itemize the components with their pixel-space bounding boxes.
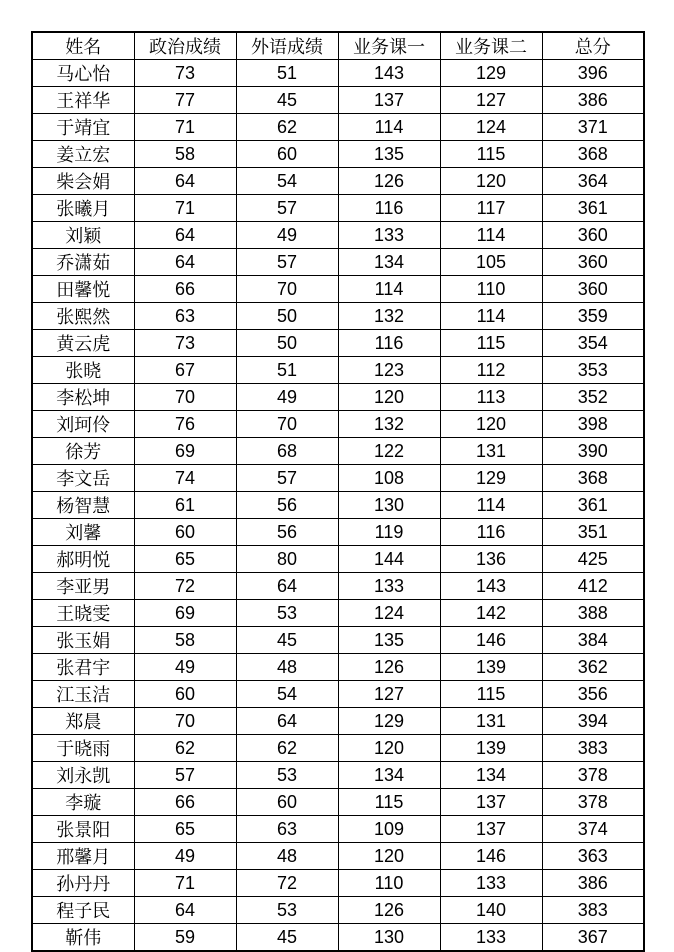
foreign-language-score-cell: 68 xyxy=(236,438,338,465)
name-cell: 张玉娟 xyxy=(32,627,134,654)
major-1-score-cell: 134 xyxy=(338,249,440,276)
name-cell: 田馨悦 xyxy=(32,276,134,303)
foreign-language-score-cell: 64 xyxy=(236,708,338,735)
major-2-score-cell: 124 xyxy=(440,114,542,141)
header-major-1: 业务课一 xyxy=(338,32,440,60)
total-score-cell: 412 xyxy=(542,573,644,600)
name-cell: 程子民 xyxy=(32,897,134,924)
name-cell: 靳伟 xyxy=(32,924,134,952)
major-2-score-cell: 137 xyxy=(440,789,542,816)
politics-score-cell: 67 xyxy=(134,357,236,384)
foreign-language-score-cell: 62 xyxy=(236,114,338,141)
politics-score-cell: 66 xyxy=(134,276,236,303)
name-cell: 郝明悦 xyxy=(32,546,134,573)
table-row xyxy=(32,465,644,492)
foreign-language-score-cell: 45 xyxy=(236,627,338,654)
politics-score-cell: 60 xyxy=(134,519,236,546)
foreign-language-score-cell: 45 xyxy=(236,87,338,114)
total-score-cell: 386 xyxy=(542,87,644,114)
total-score-cell: 368 xyxy=(542,465,644,492)
politics-score-cell: 65 xyxy=(134,816,236,843)
table-row xyxy=(32,816,644,843)
major-1-score-cell: 135 xyxy=(338,141,440,168)
table-row xyxy=(32,438,644,465)
name-cell: 刘颖 xyxy=(32,222,134,249)
major-1-score-cell: 116 xyxy=(338,330,440,357)
politics-score-cell: 71 xyxy=(134,870,236,897)
total-score-cell: 351 xyxy=(542,519,644,546)
major-1-score-cell: 119 xyxy=(338,519,440,546)
politics-score-cell: 64 xyxy=(134,222,236,249)
header-total: 总分 xyxy=(542,32,644,60)
total-score-cell: 360 xyxy=(542,249,644,276)
major-1-score-cell: 143 xyxy=(338,60,440,87)
foreign-language-score-cell: 48 xyxy=(236,654,338,681)
total-score-cell: 374 xyxy=(542,816,644,843)
foreign-language-score-cell: 45 xyxy=(236,924,338,952)
table-body xyxy=(32,60,644,952)
name-cell: 刘珂伶 xyxy=(32,411,134,438)
foreign-language-score-cell: 70 xyxy=(236,411,338,438)
total-score-cell: 352 xyxy=(542,384,644,411)
name-cell: 刘馨 xyxy=(32,519,134,546)
table-row xyxy=(32,789,644,816)
major-2-score-cell: 131 xyxy=(440,708,542,735)
foreign-language-score-cell: 53 xyxy=(236,600,338,627)
name-cell: 张曦月 xyxy=(32,195,134,222)
foreign-language-score-cell: 57 xyxy=(236,249,338,276)
name-cell: 张君宇 xyxy=(32,654,134,681)
major-2-score-cell: 110 xyxy=(440,276,542,303)
total-score-cell: 371 xyxy=(542,114,644,141)
total-score-cell: 383 xyxy=(542,897,644,924)
politics-score-cell: 59 xyxy=(134,924,236,952)
foreign-language-score-cell: 48 xyxy=(236,843,338,870)
table-row xyxy=(32,195,644,222)
name-cell: 李松坤 xyxy=(32,384,134,411)
table-row xyxy=(32,627,644,654)
foreign-language-score-cell: 50 xyxy=(236,330,338,357)
major-2-score-cell: 129 xyxy=(440,465,542,492)
total-score-cell: 386 xyxy=(542,870,644,897)
politics-score-cell: 72 xyxy=(134,573,236,600)
politics-score-cell: 74 xyxy=(134,465,236,492)
total-score-cell: 378 xyxy=(542,789,644,816)
foreign-language-score-cell: 56 xyxy=(236,519,338,546)
major-2-score-cell: 137 xyxy=(440,816,542,843)
foreign-language-score-cell: 49 xyxy=(236,384,338,411)
major-2-score-cell: 142 xyxy=(440,600,542,627)
foreign-language-score-cell: 64 xyxy=(236,573,338,600)
header-major-2: 业务课二 xyxy=(440,32,542,60)
total-score-cell: 378 xyxy=(542,762,644,789)
table-row xyxy=(32,303,644,330)
major-2-score-cell: 114 xyxy=(440,222,542,249)
politics-score-cell: 73 xyxy=(134,60,236,87)
politics-score-cell: 69 xyxy=(134,438,236,465)
major-2-score-cell: 139 xyxy=(440,654,542,681)
politics-score-cell: 49 xyxy=(134,654,236,681)
table-row xyxy=(32,708,644,735)
foreign-language-score-cell: 57 xyxy=(236,465,338,492)
total-score-cell: 394 xyxy=(542,708,644,735)
table-row xyxy=(32,168,644,195)
politics-score-cell: 60 xyxy=(134,681,236,708)
total-score-cell: 361 xyxy=(542,195,644,222)
name-cell: 黄云虎 xyxy=(32,330,134,357)
major-2-score-cell: 120 xyxy=(440,168,542,195)
table-row xyxy=(32,897,644,924)
table-row xyxy=(32,546,644,573)
header-name: 姓名 xyxy=(32,32,134,60)
major-1-score-cell: 122 xyxy=(338,438,440,465)
total-score-cell: 356 xyxy=(542,681,644,708)
major-2-score-cell: 139 xyxy=(440,735,542,762)
total-score-cell: 353 xyxy=(542,357,644,384)
foreign-language-score-cell: 54 xyxy=(236,681,338,708)
name-cell: 柴会娟 xyxy=(32,168,134,195)
major-2-score-cell: 133 xyxy=(440,870,542,897)
major-1-score-cell: 126 xyxy=(338,897,440,924)
total-score-cell: 383 xyxy=(542,735,644,762)
major-2-score-cell: 114 xyxy=(440,492,542,519)
foreign-language-score-cell: 50 xyxy=(236,303,338,330)
name-cell: 杨智慧 xyxy=(32,492,134,519)
major-1-score-cell: 120 xyxy=(338,384,440,411)
table-row xyxy=(32,114,644,141)
major-1-score-cell: 114 xyxy=(338,114,440,141)
table-row xyxy=(32,654,644,681)
name-cell: 马心怡 xyxy=(32,60,134,87)
table-row xyxy=(32,411,644,438)
name-cell: 孙丹丹 xyxy=(32,870,134,897)
total-score-cell: 368 xyxy=(542,141,644,168)
total-score-cell: 363 xyxy=(542,843,644,870)
total-score-cell: 384 xyxy=(542,627,644,654)
table-row xyxy=(32,141,644,168)
major-1-score-cell: 130 xyxy=(338,924,440,952)
politics-score-cell: 64 xyxy=(134,897,236,924)
foreign-language-score-cell: 80 xyxy=(236,546,338,573)
foreign-language-score-cell: 49 xyxy=(236,222,338,249)
major-1-score-cell: 110 xyxy=(338,870,440,897)
major-1-score-cell: 144 xyxy=(338,546,440,573)
major-2-score-cell: 120 xyxy=(440,411,542,438)
header-foreign-language: 外语成绩 xyxy=(236,32,338,60)
table-row xyxy=(32,762,644,789)
foreign-language-score-cell: 53 xyxy=(236,762,338,789)
major-2-score-cell: 114 xyxy=(440,303,542,330)
major-2-score-cell: 117 xyxy=(440,195,542,222)
table-row xyxy=(32,519,644,546)
major-1-score-cell: 124 xyxy=(338,600,440,627)
name-cell: 张晓 xyxy=(32,357,134,384)
foreign-language-score-cell: 56 xyxy=(236,492,338,519)
major-2-score-cell: 129 xyxy=(440,60,542,87)
politics-score-cell: 71 xyxy=(134,195,236,222)
name-cell: 于靖宜 xyxy=(32,114,134,141)
politics-score-cell: 57 xyxy=(134,762,236,789)
politics-score-cell: 70 xyxy=(134,708,236,735)
major-1-score-cell: 134 xyxy=(338,762,440,789)
name-cell: 乔潇茹 xyxy=(32,249,134,276)
major-1-score-cell: 120 xyxy=(338,735,440,762)
major-1-score-cell: 133 xyxy=(338,573,440,600)
politics-score-cell: 58 xyxy=(134,141,236,168)
name-cell: 姜立宏 xyxy=(32,141,134,168)
name-cell: 李文岳 xyxy=(32,465,134,492)
total-score-cell: 367 xyxy=(542,924,644,952)
table-row xyxy=(32,492,644,519)
total-score-cell: 362 xyxy=(542,654,644,681)
major-2-score-cell: 127 xyxy=(440,87,542,114)
politics-score-cell: 73 xyxy=(134,330,236,357)
politics-score-cell: 66 xyxy=(134,789,236,816)
table-row xyxy=(32,573,644,600)
total-score-cell: 354 xyxy=(542,330,644,357)
header-politics: 政治成绩 xyxy=(134,32,236,60)
major-1-score-cell: 126 xyxy=(338,168,440,195)
name-cell: 李亚男 xyxy=(32,573,134,600)
major-2-score-cell: 115 xyxy=(440,330,542,357)
total-score-cell: 390 xyxy=(542,438,644,465)
table-row xyxy=(32,924,644,952)
politics-score-cell: 49 xyxy=(134,843,236,870)
table-row xyxy=(32,276,644,303)
total-score-cell: 398 xyxy=(542,411,644,438)
table-row xyxy=(32,600,644,627)
major-1-score-cell: 115 xyxy=(338,789,440,816)
politics-score-cell: 58 xyxy=(134,627,236,654)
politics-score-cell: 69 xyxy=(134,600,236,627)
major-1-score-cell: 114 xyxy=(338,276,440,303)
foreign-language-score-cell: 51 xyxy=(236,60,338,87)
major-2-score-cell: 116 xyxy=(440,519,542,546)
foreign-language-score-cell: 60 xyxy=(236,789,338,816)
total-score-cell: 396 xyxy=(542,60,644,87)
total-score-cell: 364 xyxy=(542,168,644,195)
major-1-score-cell: 133 xyxy=(338,222,440,249)
foreign-language-score-cell: 53 xyxy=(236,897,338,924)
major-2-score-cell: 105 xyxy=(440,249,542,276)
name-cell: 郑晨 xyxy=(32,708,134,735)
major-1-score-cell: 127 xyxy=(338,681,440,708)
name-cell: 徐芳 xyxy=(32,438,134,465)
politics-score-cell: 77 xyxy=(134,87,236,114)
major-1-score-cell: 132 xyxy=(338,303,440,330)
table-row xyxy=(32,384,644,411)
name-cell: 刘永凯 xyxy=(32,762,134,789)
politics-score-cell: 71 xyxy=(134,114,236,141)
foreign-language-score-cell: 70 xyxy=(236,276,338,303)
major-1-score-cell: 120 xyxy=(338,843,440,870)
major-2-score-cell: 143 xyxy=(440,573,542,600)
major-2-score-cell: 115 xyxy=(440,681,542,708)
major-1-score-cell: 123 xyxy=(338,357,440,384)
name-cell: 李璇 xyxy=(32,789,134,816)
politics-score-cell: 64 xyxy=(134,249,236,276)
major-1-score-cell: 109 xyxy=(338,816,440,843)
major-2-score-cell: 146 xyxy=(440,627,542,654)
name-cell: 王晓雯 xyxy=(32,600,134,627)
foreign-language-score-cell: 57 xyxy=(236,195,338,222)
foreign-language-score-cell: 51 xyxy=(236,357,338,384)
table-row xyxy=(32,870,644,897)
total-score-cell: 360 xyxy=(542,222,644,249)
politics-score-cell: 65 xyxy=(134,546,236,573)
table-row xyxy=(32,249,644,276)
table-row xyxy=(32,330,644,357)
table-row xyxy=(32,222,644,249)
foreign-language-score-cell: 72 xyxy=(236,870,338,897)
name-cell: 张景阳 xyxy=(32,816,134,843)
major-2-score-cell: 115 xyxy=(440,141,542,168)
major-1-score-cell: 137 xyxy=(338,87,440,114)
table-row xyxy=(32,357,644,384)
major-2-score-cell: 113 xyxy=(440,384,542,411)
major-1-score-cell: 130 xyxy=(338,492,440,519)
foreign-language-score-cell: 60 xyxy=(236,141,338,168)
major-2-score-cell: 131 xyxy=(440,438,542,465)
name-cell: 于晓雨 xyxy=(32,735,134,762)
major-1-score-cell: 129 xyxy=(338,708,440,735)
foreign-language-score-cell: 54 xyxy=(236,168,338,195)
table-row xyxy=(32,681,644,708)
major-2-score-cell: 133 xyxy=(440,924,542,952)
politics-score-cell: 61 xyxy=(134,492,236,519)
name-cell: 邢馨月 xyxy=(32,843,134,870)
table-row xyxy=(32,87,644,114)
major-2-score-cell: 134 xyxy=(440,762,542,789)
table-row xyxy=(32,735,644,762)
major-2-score-cell: 112 xyxy=(440,357,542,384)
total-score-cell: 361 xyxy=(542,492,644,519)
name-cell: 江玉洁 xyxy=(32,681,134,708)
score-table xyxy=(31,31,645,952)
foreign-language-score-cell: 62 xyxy=(236,735,338,762)
name-cell: 王祥华 xyxy=(32,87,134,114)
header-row xyxy=(32,32,644,60)
politics-score-cell: 70 xyxy=(134,384,236,411)
major-1-score-cell: 126 xyxy=(338,654,440,681)
politics-score-cell: 62 xyxy=(134,735,236,762)
foreign-language-score-cell: 63 xyxy=(236,816,338,843)
politics-score-cell: 64 xyxy=(134,168,236,195)
major-2-score-cell: 140 xyxy=(440,897,542,924)
major-2-score-cell: 146 xyxy=(440,843,542,870)
table-row xyxy=(32,60,644,87)
major-2-score-cell: 136 xyxy=(440,546,542,573)
major-1-score-cell: 108 xyxy=(338,465,440,492)
major-1-score-cell: 116 xyxy=(338,195,440,222)
table-row xyxy=(32,843,644,870)
politics-score-cell: 63 xyxy=(134,303,236,330)
total-score-cell: 388 xyxy=(542,600,644,627)
major-1-score-cell: 135 xyxy=(338,627,440,654)
total-score-cell: 359 xyxy=(542,303,644,330)
total-score-cell: 360 xyxy=(542,276,644,303)
politics-score-cell: 76 xyxy=(134,411,236,438)
name-cell: 张熙然 xyxy=(32,303,134,330)
major-1-score-cell: 132 xyxy=(338,411,440,438)
total-score-cell: 425 xyxy=(542,546,644,573)
